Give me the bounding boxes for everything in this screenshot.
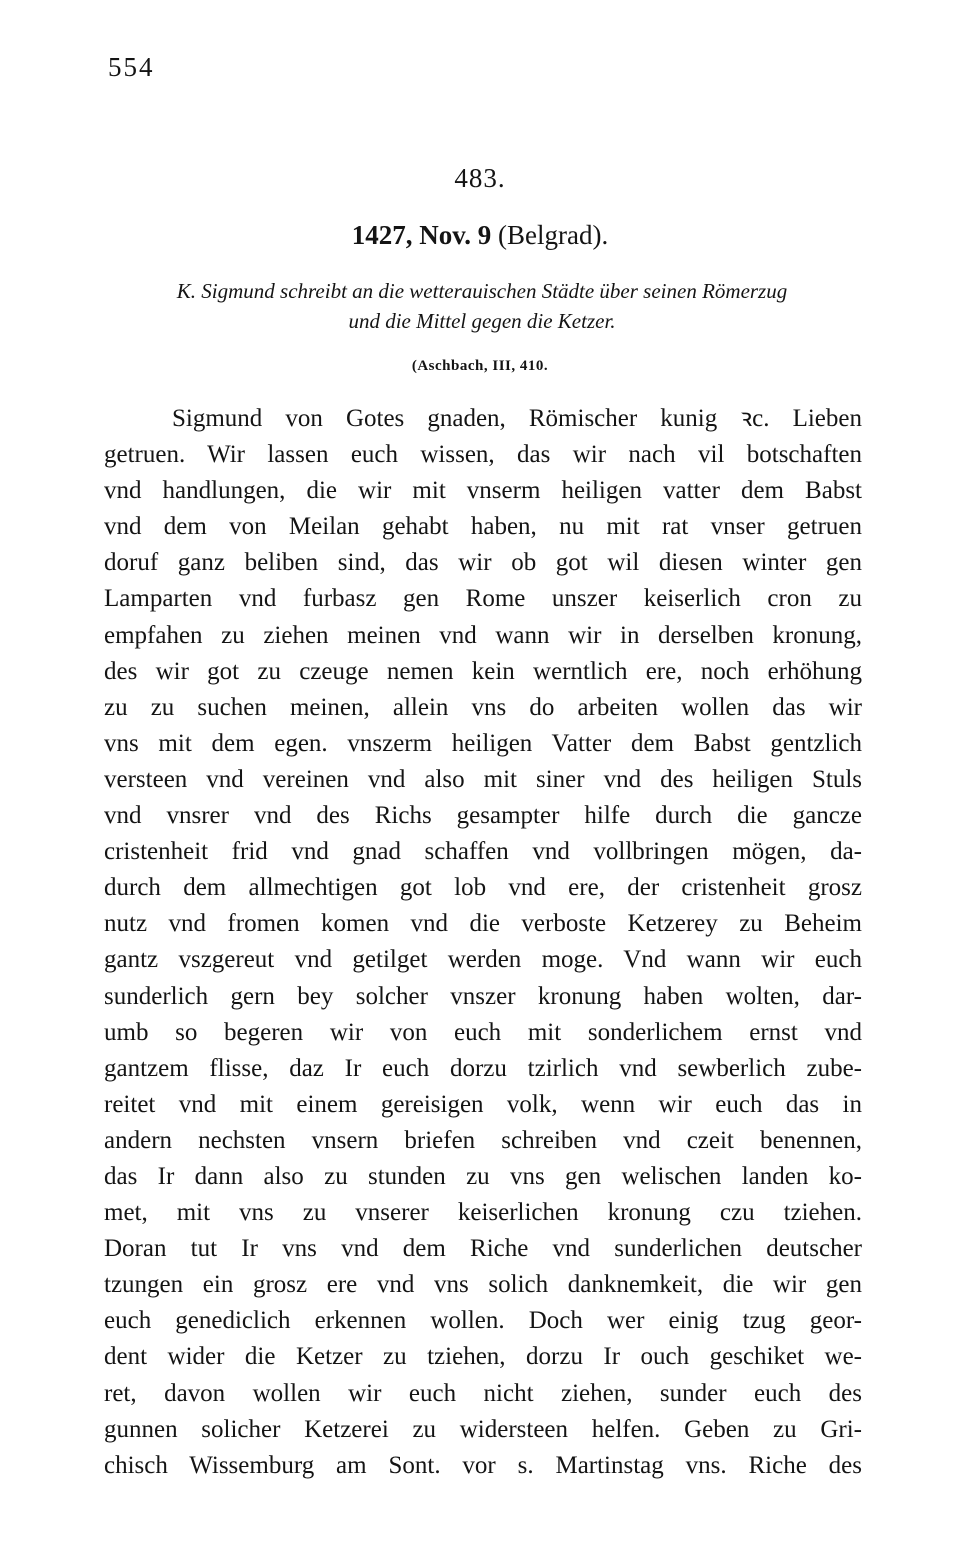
body-line: des wir got zu czeuge nemen kein werntlich ere, noch erhöhung: [104, 657, 862, 685]
source-citation: (Aschbach, III, 410.: [411, 358, 549, 374]
body-line: cristenheit frid vnd gnad schaffen vnd vollbringen mögen, da-: [104, 838, 862, 866]
body-line: Lamparten vnd furbasz gen Rome unszer keiserlich cron zu: [104, 585, 862, 613]
document-number: 483.: [454, 163, 506, 193]
body-line: vnd handlungen, die wir mit vnserm heiligen vatter dem Babst: [104, 477, 862, 505]
document-date: 1427, Nov. 9: [351, 220, 492, 250]
body-line: gantz vszgereut vnd getilget werden moge. Vnd wann wir euch: [104, 946, 862, 974]
body-line: empfahen zu ziehen meinen vnd wann wir in derselben kronung,: [104, 621, 862, 649]
body-line: nutz vnd fromen komen vnd die verboste Ketzerey zu Beheim: [104, 910, 862, 938]
document-date-heading: [0, 220, 960, 251]
body-line: sunderlich gern bey solcher vnszer kronung haben wolten, dar-: [104, 982, 862, 1010]
body-line: Doran tut Ir vns vnd dem Riche vnd sunderlichen deutscher: [104, 1235, 862, 1263]
body-line: vnd vnsrer vnd des Richs gesampter hilfe durch die gancze: [104, 802, 862, 830]
page-number: 554: [108, 52, 155, 82]
document-summary: [96, 276, 868, 336]
body-line: das Ir dann also zu stunden zu vns gen welischen landen ko-: [104, 1162, 862, 1190]
body-line: ret, davon wollen wir euch nicht ziehen, sunder euch des: [104, 1379, 862, 1407]
body-line: tzungen ein grosz ere vnd vns solich danknemkeit, die wir gen: [104, 1271, 862, 1299]
summary-line: K. Sigmund schreibt an die wetterauischen Städte über seinen Römerzug: [176, 279, 788, 303]
body-line: chisch Wissemburg am Sont. vor s. Martinstag vns. Riche des: [104, 1451, 862, 1479]
body-line: andern nechsten vnsern briefen schreiben vnd czeit benennen,: [104, 1126, 862, 1154]
body-line: euch genediclich erkennen wollen. Doch wer einig tzug geor-: [104, 1307, 862, 1335]
document-place: (Belgrad).: [491, 220, 609, 250]
body-line: versteen vnd vereinen vnd also mit siner vnd des heiligen Stuls: [104, 765, 862, 793]
body-line: getruen. Wir lassen euch wissen, das wir nach vil botschaften: [104, 441, 862, 469]
body-line: gunnen solicher Ketzerei zu widersteen helfen. Geben zu Gri-: [104, 1415, 862, 1443]
body-line: umb so begeren wir von euch mit sonderlichem ernst vnd: [104, 1018, 862, 1046]
body-line: reitet vnd mit einem gereisigen volk, wenn wir euch das in: [104, 1090, 862, 1118]
body-line: vnd dem von Meilan gehabt haben, nu mit rat vnser getruen: [104, 513, 862, 541]
body-line: met, mit vns zu vnserer keiserlichen kronung czu tziehen.: [104, 1199, 862, 1227]
body-line: durch dem allmechtigen got lob vnd ere, der cristenheit grosz: [104, 874, 862, 902]
body-line: dent wider die Ketzer zu tziehen, dorzu Ir ouch geschiket we-: [104, 1343, 862, 1371]
letter-body: [104, 401, 862, 1484]
body-line: doruf ganz beliben sind, das wir ob got wil diesen winter gen: [104, 549, 862, 577]
body-line: vns mit dem egen. vnszerm heiligen Vatter dem Babst gentzlich: [104, 729, 862, 757]
summary-line: und die Mittel gegen die Ketzer.: [348, 309, 616, 333]
body-line: Sigmund von Gotes gnaden, Römischer kunig ꝛc. Lieben: [172, 405, 862, 432]
body-line: zu zu suchen meinen, allein vns do arbeiten wollen das wir: [104, 693, 862, 721]
body-line: gantzem flisse, daz Ir euch dorzu tzirlich vnd sewberlich zube-: [104, 1054, 862, 1082]
